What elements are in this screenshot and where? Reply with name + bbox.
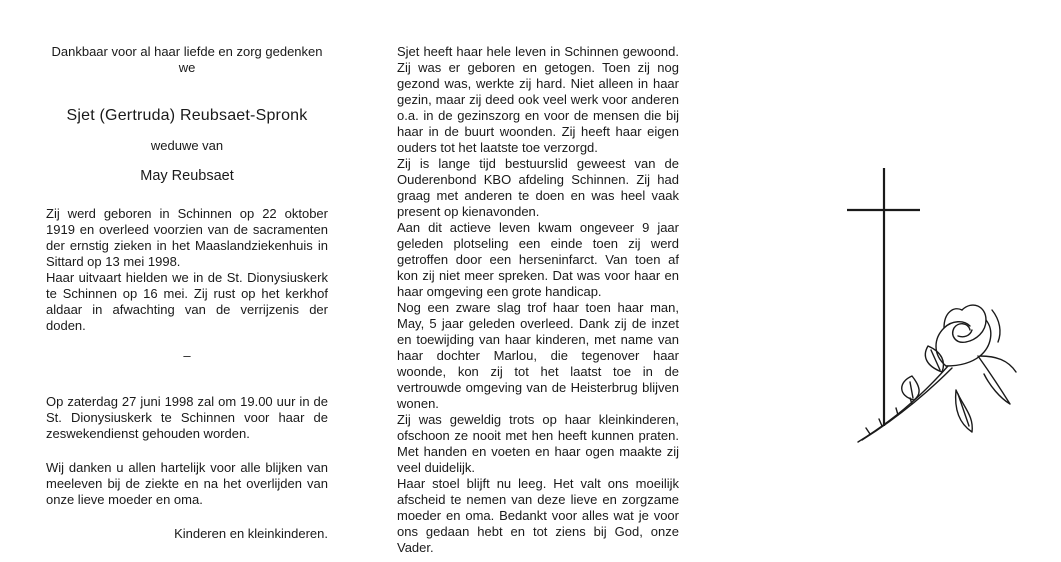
thanks-paragraph: Wij danken u allen hartelijk voor alle blijken van meeleven bij de ziekte en na het overlijden van onze lieve moeder en oma.: [46, 460, 328, 507]
left-column: [46, 44, 328, 542]
husband-name: May Reubsaet: [140, 168, 234, 184]
cross-icon: [847, 168, 920, 426]
intro-text: Dankbaar voor al haar liefde en zorg gedenken we: [51, 44, 323, 75]
funeral-paragraph: Haar uitvaart hielden we in de St. Dionysiuskerk te Schinnen op 16 mei. Zij rust op het kerkhof aldaar in afwachting van de verrijzenis der doden.: [46, 270, 328, 333]
kbo-paragraph: Zij is lange tijd bestuurslid geweest van de Ouderenbond KBO afdeling Schinnen. Zij had graag met anderen te doen en was heel vaak present op kienavonden.: [397, 156, 679, 219]
illness-paragraph: Aan dit actieve leven kwam ongeveer 9 jaar geleden plotseling een einde toen zij werd getroffen door een herseninfarct. Van toen af kon zij niet meer spreken. Dat was voor haar en haar omgeving een grote handicap.: [397, 220, 679, 299]
middle-column: [397, 44, 679, 556]
decoration: [840, 160, 1040, 460]
rose-icon: [858, 305, 1016, 442]
widow-of-label: weduwe van: [150, 138, 224, 153]
separator-dash: –: [183, 348, 191, 363]
service-paragraph: Op zaterdag 27 juni 1998 zal om 19.00 uur in de St. Dionysiuskerk te Schinnen voor haar de zeswekendienst gehouden worden.: [46, 394, 328, 441]
life-paragraph: Sjet heeft haar hele leven in Schinnen gewoond. Zij was er geboren en getogen. Toen zij nog gezond was, werkte zij hard. Niet alleen in haar gezin, maar zij deed ook veel werk voor anderen o.a. in de gezinszorg en voor de mensen die bij haar in de buurt woonden. Zij heeft haar eigen ouders tot het laatste toe verzorgd.: [397, 44, 679, 155]
farewell-paragraph: Haar stoel blijft nu leeg. Het valt ons moeilijk afscheid te nemen van deze lieve en zorgzame moeder en oma. Bedankt voor alles wat je voor ons gedaan hebt en tot ziens bij God, onze Vader.: [397, 476, 679, 555]
husband-death-paragraph: Nog een zware slag trof haar toen haar man, May, 5 jaar geleden overleed. Dank zij de inzet en toewijding van haar kinderen, met name van haar dochter Marlou, die tegenover haar woonde, kon zij tot het laatst toe in de vertrouwde omgeving van de Heisterbrug blijven wonen.: [397, 300, 679, 411]
birth-death-paragraph: Zij werd geboren in Schinnen op 22 oktober 1919 en overleed voorzien van de sacramenten der ernstig zieken in het Maaslandziekenhuis in Sittard op 13 mei 1998.: [46, 206, 328, 269]
grandchildren-paragraph: Zij was geweldig trots op haar kleinkinderen, ofschoon ze nooit met hen heeft kunnen praten. Met handen en voeten en haar ogen maakte zij veel duidelijk.: [397, 412, 679, 475]
deceased-name: Sjet (Gertruda) Reubsaet-Spronk: [66, 107, 308, 124]
signature: Kinderen en kleinkinderen.: [174, 526, 328, 541]
